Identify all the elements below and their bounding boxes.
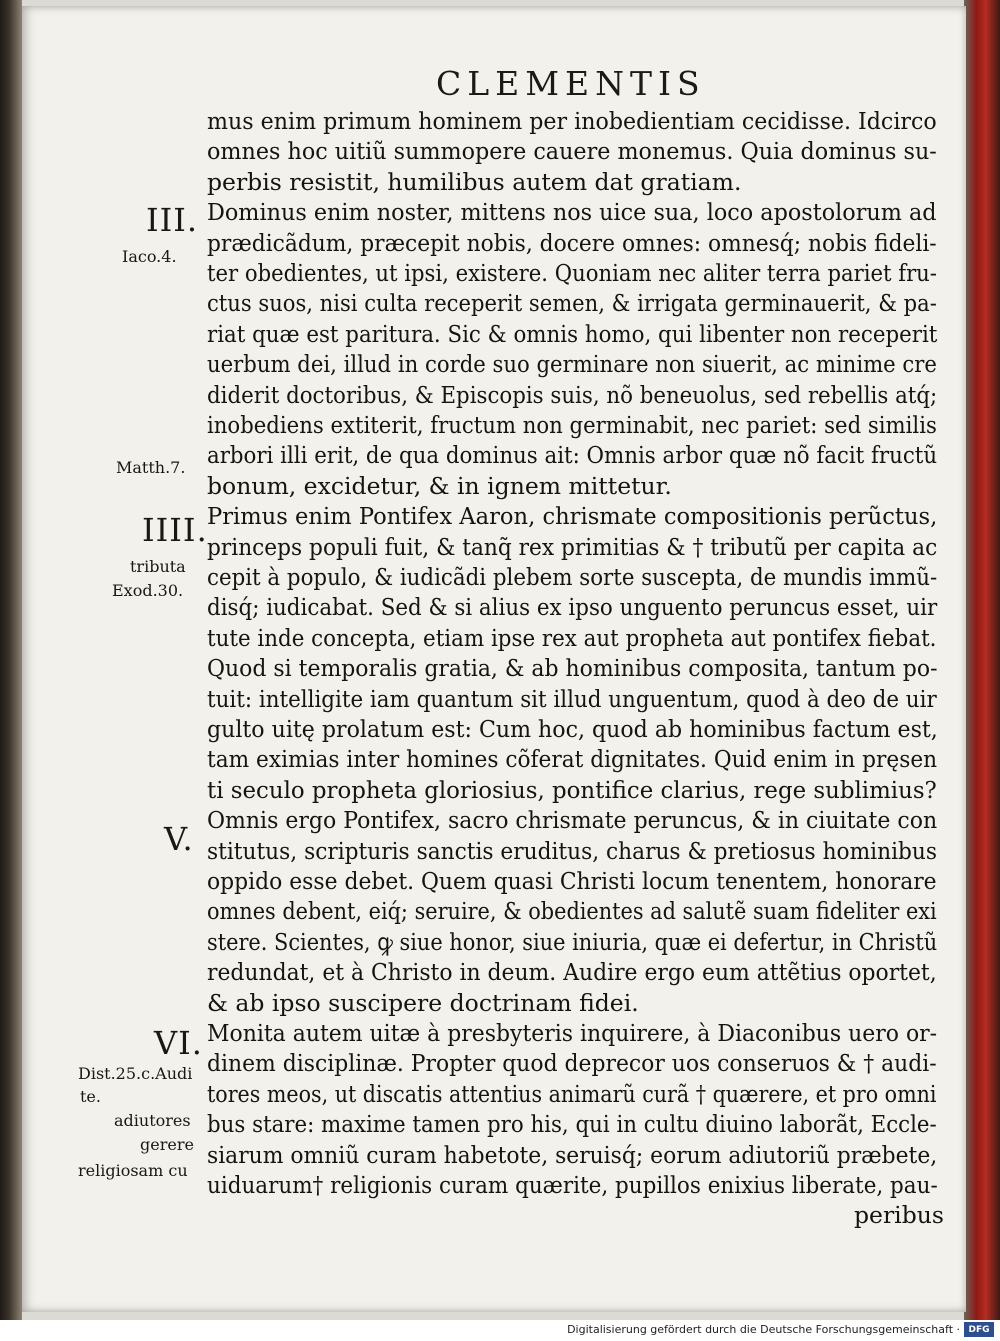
text-line: tores meos, ut discatis attentius animarũ curã † quærere, et pro omni	[207, 1079, 937, 1108]
text-line: riat quæ est paritura. Sic & omnis homo, qui libenter non receperit	[207, 319, 938, 348]
text-line: mus enim primum hominem per inobedientiam cecidisse. Idcirco	[207, 107, 937, 135]
text-line: disq́; iudicabat. Sed & si alius ex ipso unguento peruncus esset, uir	[207, 593, 938, 622]
text-line: cepit à populo, & iudicãdi plebem sorte suscepta, de mundis immũ-	[207, 563, 938, 591]
margin-gloss-gerere: gerere	[140, 1135, 194, 1154]
text-line: stitutus, scripturis sanctis eruditus, charus & pretiosus hominibus	[207, 836, 938, 865]
text-line: uiduarum† religionis curam quærite, pupillos enixius liberate, pau-	[207, 1171, 938, 1199]
margin-chapter-6: VI.	[154, 1024, 203, 1062]
margin-ref-iaco: Iaco.4.	[122, 247, 177, 266]
text-line: ctus suos, nisi culta receperit semen, & irrigata germinauerit, & pa-	[207, 289, 937, 318]
text-line: perbis resistit, humilibus autem dat gratiam.	[207, 167, 742, 196]
text-line: inobediens extiterit, fructum non germinabit, nec pariet: sed similis	[207, 411, 937, 439]
footer-credit: Digitalisierung gefördert durch die Deutsche Forschungsgemeinschaft ·	[567, 1323, 960, 1336]
text-line: siarum omniũ curam habetote, seruisq́; eorum adiutoriũ præbete,	[207, 1140, 938, 1169]
text-line: arbori illi erit, de qua dominus ait: Omnis arbor quæ nõ facit fructũ	[207, 441, 938, 470]
text-line: ti seculo propheta gloriosius, pontifice clarius, rege sublimius?	[207, 775, 937, 804]
text-line: omnes hoc uitiũ summopere cauere monemus. Quia dominus su-	[207, 137, 937, 166]
margin-chapter-3: III.	[146, 201, 199, 239]
text-line: uerbum dei, illud in corde suo germinare non siuerit, ac minime cre	[207, 350, 937, 379]
margin-ref-matth: Matth.7.	[116, 458, 186, 477]
text-line: tuit: intelligite iam quantum sit illud unguentum, quod à deo de uir	[207, 684, 937, 713]
dfg-logo: DFG	[964, 1322, 994, 1337]
margin-chapter-5: V.	[164, 820, 194, 858]
text-line: & ab ipso suscipere doctrinam fidei.	[207, 988, 639, 1017]
text-line: dinem disciplinæ. Propter quod deprecor uos conseruos & † audi-	[207, 1049, 937, 1078]
margin-ref-dist-cont: te.	[80, 1087, 101, 1106]
text-line: redundat, et à Christo in deum. Audire ergo eum attẽtius oportet,	[207, 958, 937, 987]
text-line: Primus enim Pontifex Aaron, chrismate compositionis perũctus,	[207, 502, 938, 531]
book-spine-shadow	[0, 0, 22, 1320]
text-line: bonum, excidetur, & in ignem mittetur.	[207, 471, 672, 500]
margin-gloss-adiutores: adiutores	[114, 1111, 191, 1130]
margin-chapter-4: IIII.	[142, 511, 208, 549]
text-line: Dominus enim noster, mittens nos uice sua, loco apostolorum ad	[207, 198, 937, 227]
text-line: tute inde concepta, etiam ipse rex aut propheta aut pontifex fiebat.	[207, 623, 937, 652]
text-line: princeps populi fuit, & tanq̃ rex primitias & † tributũ per capita ac	[207, 532, 938, 561]
page-edge-red	[964, 0, 1000, 1320]
margin-gloss-religiosam: religiosam cu	[78, 1161, 188, 1180]
running-head: CLEMENTIS	[436, 64, 706, 103]
text-line: Omnis ergo Pontifex, sacro chrismate peruncus, & in ciuitate con	[207, 806, 938, 835]
text-line: Quod si temporalis gratia, & ab hominibus composita, tantum po-	[207, 654, 938, 683]
text-line: peribus	[854, 1201, 944, 1230]
text-line: tam eximias inter homines cõferat dignitates. Quid enim in pręsen	[207, 745, 938, 774]
text-line: prædicãdum, præcepit nobis, docere omnes: omnesq́; nobis fideli-	[207, 228, 937, 257]
text-line: bus stare: maxime tamen pro his, qui in cultu diuino laborãt, Eccle-	[207, 1110, 937, 1139]
margin-ref-exod: Exod.30.	[112, 581, 184, 600]
text-line: stere. Scientes, ꝙ siue honor, siue iniuria, quæ ei defertur, in Christũ	[207, 927, 938, 956]
text-line: oppido esse debet. Quem quasi Christi locum tenentem, honorare	[207, 867, 937, 895]
text-line: gulto uitę prolatum est: Cum hoc, quod ab hominibus factum est,	[207, 715, 938, 743]
text-line: diderit doctoribus, & Episcopis suis, nõ beneuolus, sed rebellis atq́;	[207, 380, 938, 409]
text-line: ter obedientes, ut ipsi, existere. Quoniam nec aliter terra pariet fru-	[207, 259, 937, 287]
text-line: Monita autem uitæ à presbyteris inquirere, à Diaconibus uero or-	[207, 1019, 938, 1047]
margin-gloss-tributa: tributa	[130, 557, 186, 576]
text-line: omnes debent, eiq́; seruire, & obedientes ad salutẽ suam fideliter exi	[207, 897, 937, 926]
margin-ref-dist: Dist.25.c.Audi	[78, 1064, 193, 1083]
